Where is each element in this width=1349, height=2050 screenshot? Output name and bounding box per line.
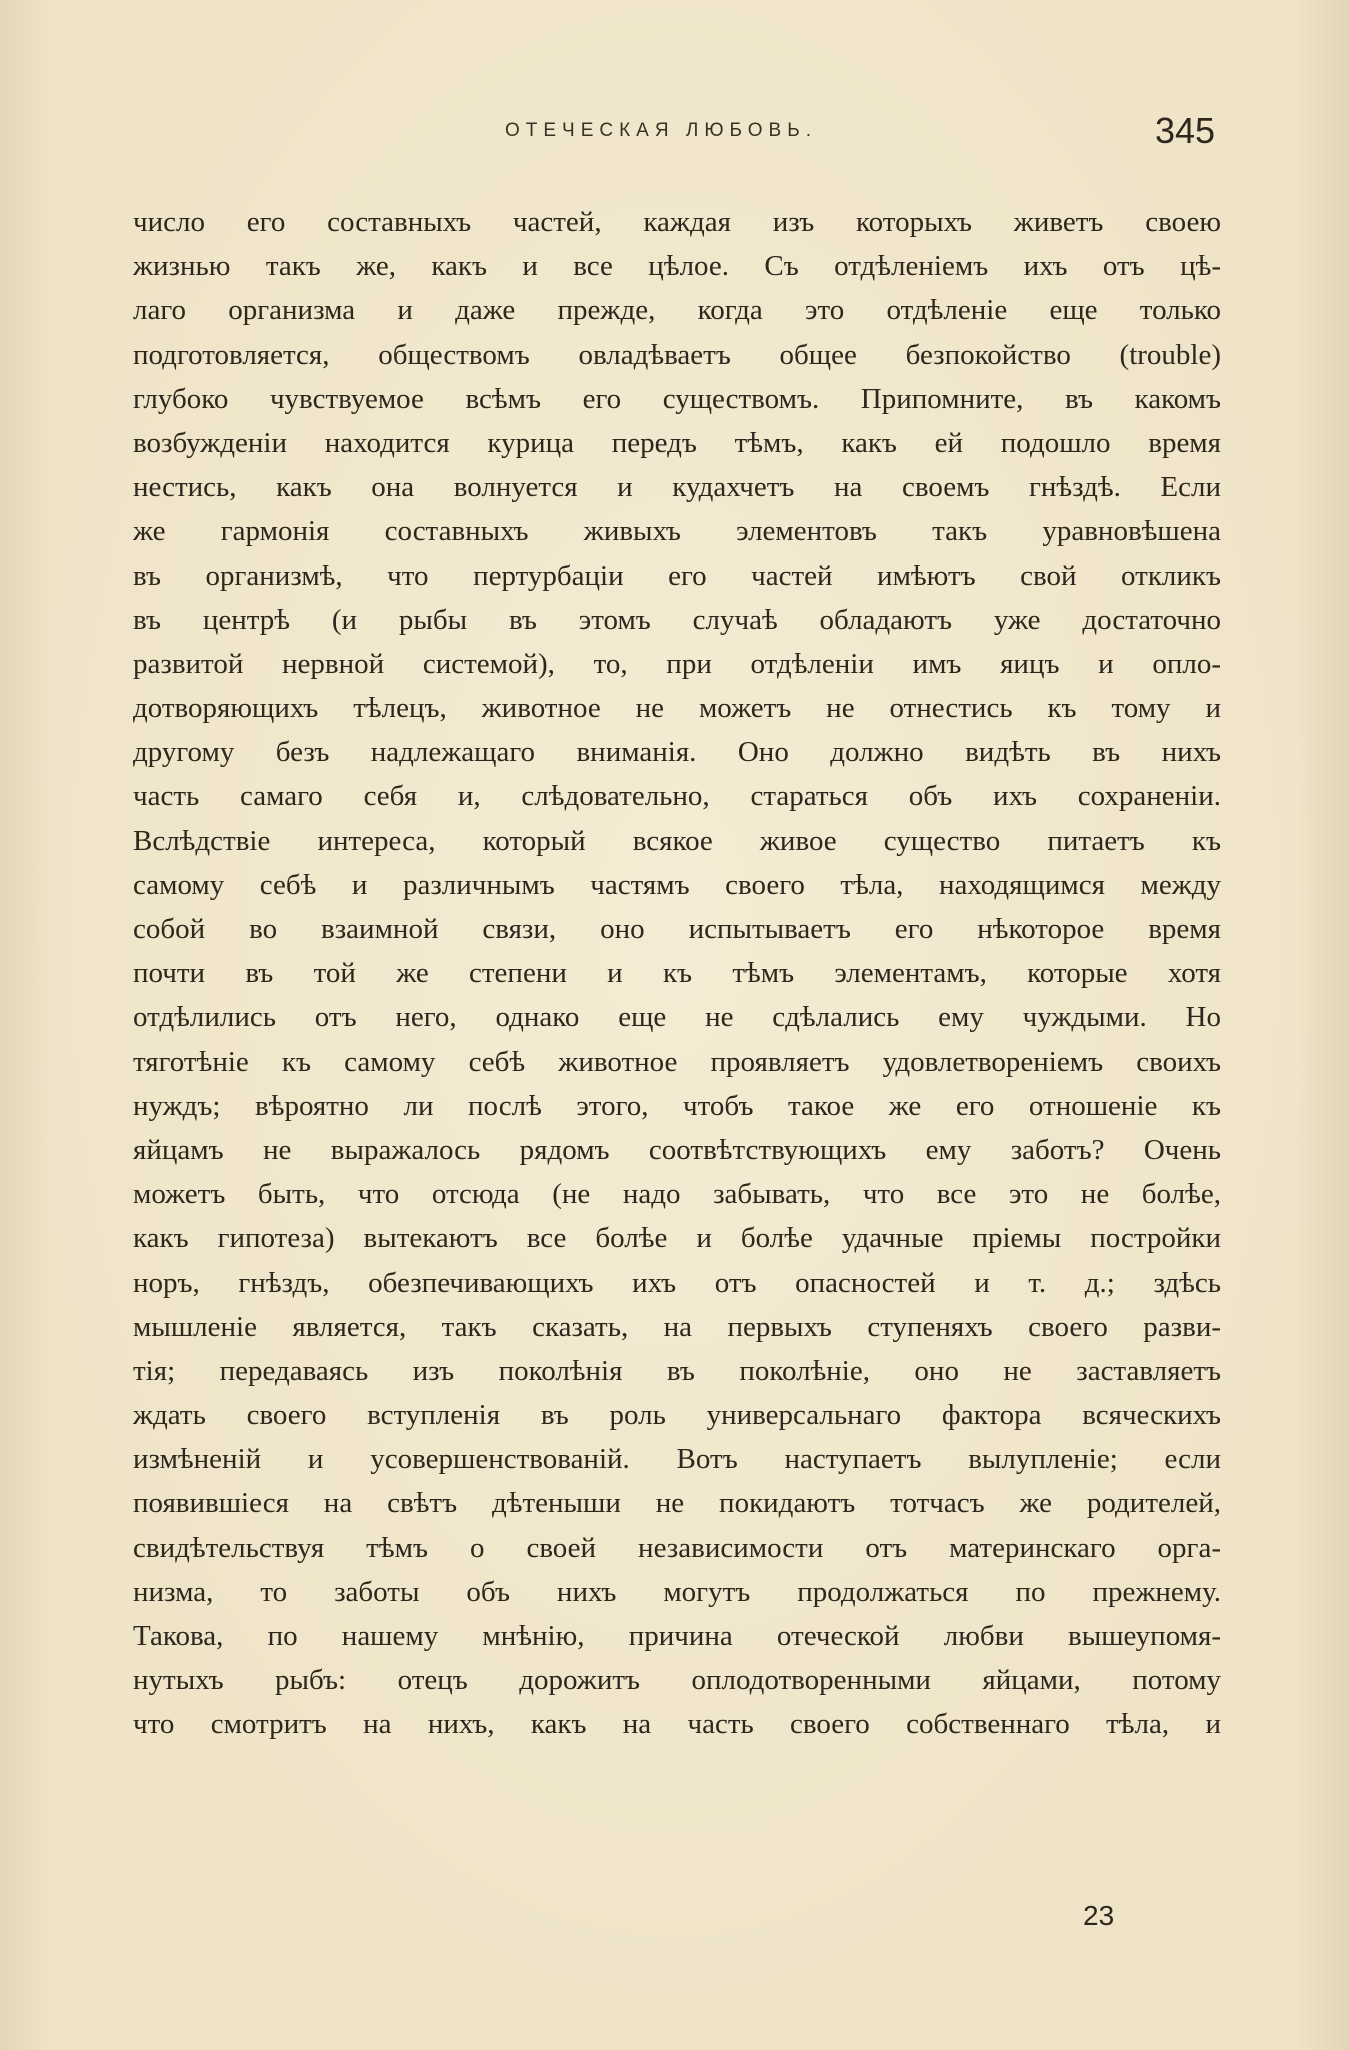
text-line: дотворяющихъ тѣлецъ, животное не можетъ не отнестись къ тому и — [133, 692, 1221, 725]
text-line: нестись, какъ она волнуется и кудахчетъ на своемъ гнѣздѣ. Если — [133, 471, 1221, 504]
text-line: Такова, по нашему мнѣнію, причина отеческой любви вышеупомя- — [133, 1620, 1221, 1652]
text-line: нуждъ; вѣроятно ли послѣ этого, чтобъ такое же его отношеніе къ — [133, 1089, 1221, 1122]
text-line: нутыхъ рыбъ: отецъ дорожитъ оплодотворенными яйцами, потому — [133, 1664, 1221, 1697]
text-line: число его составныхъ частей, каждая изъ которыхъ живетъ своею — [133, 206, 1221, 238]
text-line: тяготѣніе къ самому себѣ животное проявляетъ удовлетвореніемъ своихъ — [133, 1045, 1221, 1078]
running-head-title: ОТЕЧЕСКАЯ ЛЮБОВЬ. — [505, 120, 817, 141]
text-line: глубоко чувствуемое всѣмъ его существомъ. Припомните, въ какомъ — [133, 382, 1221, 415]
text-line: тія; передаваясь изъ поколѣнія въ поколѣніе, оно не заставляетъ — [133, 1354, 1221, 1387]
text-line: почти въ той же степени и къ тѣмъ элементамъ, которые хотя — [133, 957, 1221, 990]
text-line: что смотритъ на нихъ, какъ на часть своего собственнаго тѣла, и — [133, 1708, 1221, 1741]
page-number: 345 — [1155, 110, 1216, 151]
text-line: самому себѣ и различнымъ частямъ своего тѣла, находящимся между — [133, 868, 1221, 901]
text-line: яйцамъ не выражалось рядомъ соотвѣтствующихъ ему заботъ? Очень — [133, 1133, 1221, 1166]
text-line: отдѣлились отъ него, однако еще не сдѣлались ему чуждыми. Но — [133, 1001, 1221, 1034]
text-line: же гармонія составныхъ живыхъ элементовъ такъ уравновѣшена — [133, 515, 1221, 548]
text-line: развитой нервной системой), то, при отдѣленіи имъ яицъ и опло- — [133, 647, 1221, 680]
text-line: появившіеся на свѣтъ дѣтеныши не покидаютъ тотчасъ же родителей, — [133, 1487, 1221, 1520]
text-line: собой во взаимной связи, оно испытываетъ его нѣкоторое время — [133, 913, 1221, 945]
text-line: въ центрѣ (и рыбы въ этомъ случаѣ обладаютъ уже достаточно — [133, 603, 1221, 636]
text-line: другому безъ надлежащаго вниманія. Оно должно видѣть въ нихъ — [133, 736, 1221, 769]
signature-mark: 23 — [1083, 1900, 1115, 1931]
text-line: свидѣтельствуя тѣмъ о своей независимости отъ материнскаго орга- — [133, 1531, 1221, 1564]
text-line: въ организмѣ, что пертурбаціи его частей имѣютъ свой откликъ — [133, 559, 1221, 592]
text-line: можетъ быть, что отсюда (не надо забывать, что все это не болѣе, — [133, 1178, 1221, 1211]
text-line: возбужденіи находится курица передъ тѣмъ, какъ ей подошло время — [133, 426, 1221, 459]
text-line: ждать своего вступленія въ роль универсальнаго фактора всяческихъ — [133, 1399, 1221, 1432]
text-line: норъ, гнѣздъ, обезпечивающихъ ихъ отъ опасностей и т. д.; здѣсь — [133, 1266, 1221, 1299]
text-line: подготовляется, обществомъ овладѣваетъ общее безпокойство (trouble) — [133, 338, 1221, 371]
text-line: измѣненій и усовершенствованій. Вотъ наступаетъ вылупленіе; если — [133, 1443, 1221, 1476]
text-line: Вслѣдствіе интереса, который всякое живое существо питаетъ къ — [133, 824, 1221, 857]
text-line: жизнью такъ же, какъ и все цѣлое. Съ отдѣленіемъ ихъ отъ цѣ- — [133, 250, 1221, 283]
text-line: мышленіе является, такъ сказать, на первыхъ ступеняхъ своего разви- — [133, 1310, 1221, 1343]
text-line: какъ гипотеза) вытекаютъ все болѣе и болѣе удачные пріемы постройки — [133, 1222, 1221, 1255]
text-line: часть самаго себя и, слѣдовательно, стараться объ ихъ сохраненіи. — [133, 780, 1221, 813]
text-line: лаго организма и даже прежде, когда это отдѣленіе еще только — [133, 294, 1221, 327]
text-line: низма, то заботы объ нихъ могутъ продолжаться по прежнему. — [133, 1575, 1221, 1608]
body-text — [133, 200, 1221, 1747]
